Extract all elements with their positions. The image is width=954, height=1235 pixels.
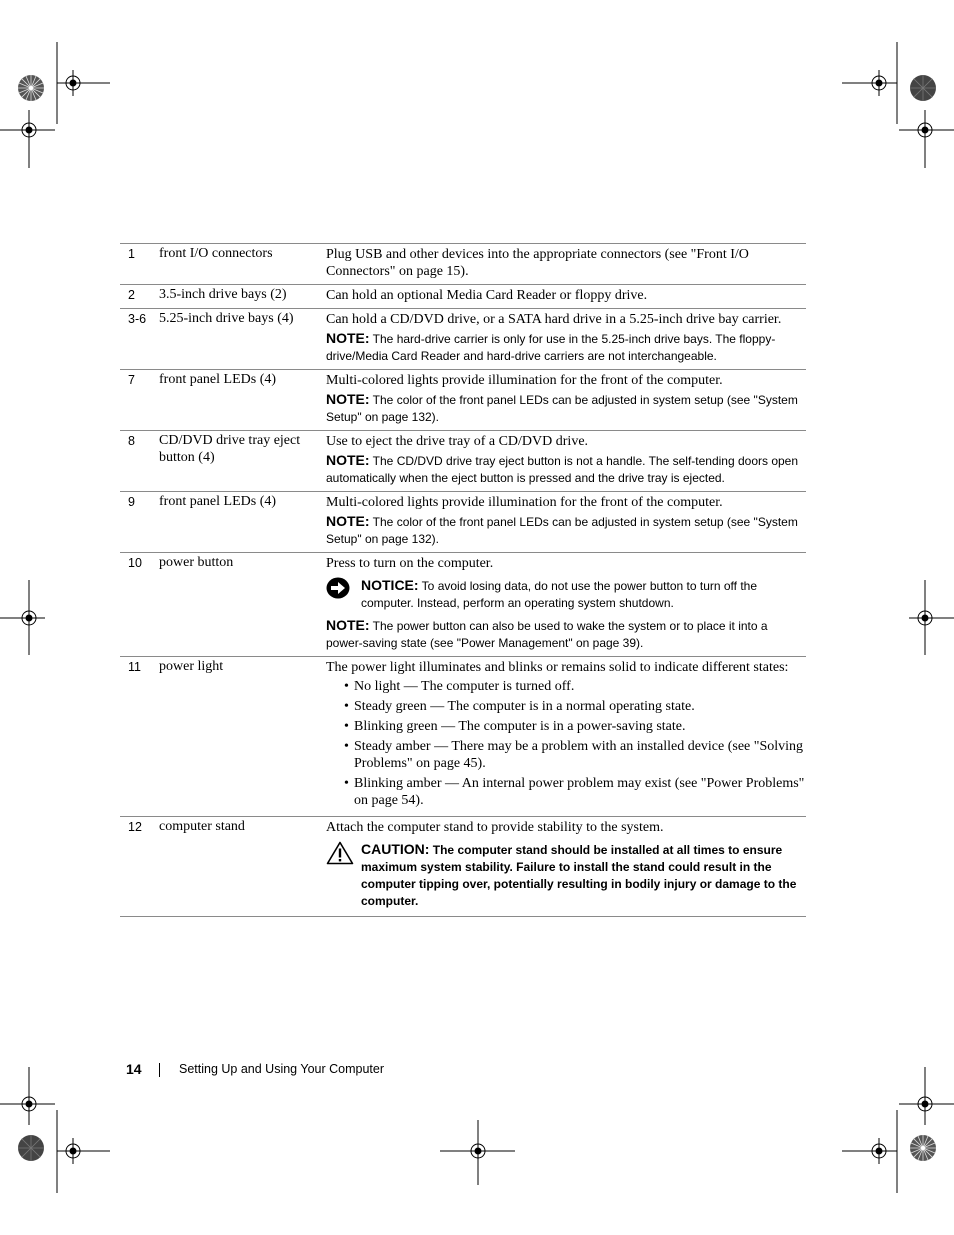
row-description <box>326 311 806 365</box>
note-text: The color of the front panel LEDs can be adjusted in system setup (see "System Setup" on page 132). <box>326 515 798 546</box>
page-number: 14 <box>126 1061 142 1077</box>
footer-divider <box>159 1063 160 1077</box>
row-number: 2 <box>128 288 135 302</box>
table-row <box>120 244 806 285</box>
note-label: NOTE: <box>326 452 370 468</box>
row-number: 1 <box>128 247 135 261</box>
caution-callout <box>326 841 806 910</box>
note-label: NOTE: <box>326 330 370 346</box>
row-number: 11 <box>128 660 141 674</box>
row-item: 3.5-inch drive bays (2) <box>159 287 287 302</box>
description-text: Can hold a CD/DVD drive, or a SATA hard drive in a 5.25-inch drive bay carrier. <box>326 312 782 327</box>
table-row <box>120 370 806 431</box>
list-item: • Steady amber — There may be a problem with an installed device (see "Solving Problems" on page 45). <box>344 738 806 772</box>
row-item: computer stand <box>159 819 245 834</box>
chapter-title: Setting Up and Using Your Computer <box>179 1062 384 1076</box>
table-row <box>120 309 806 370</box>
table-row <box>120 492 806 553</box>
description-text: Plug USB and other devices into the appropriate connectors (see "Front I/O Connectors" on page 15). <box>326 247 749 279</box>
table-row <box>120 657 806 817</box>
notice-arrow-icon <box>326 577 350 599</box>
row-item: front I/O connectors <box>159 246 273 261</box>
list-item: • Blinking amber — An internal power problem may exist (see "Power Problems" on page 54). <box>344 775 806 809</box>
description-text: Multi-colored lights provide illumination for the front of the computer. <box>326 373 723 388</box>
note <box>326 452 806 487</box>
row-description <box>326 246 806 280</box>
row-number: 9 <box>128 495 135 509</box>
row-number: 12 <box>128 820 142 834</box>
list-item: • Steady green — The computer is in a normal operating state. <box>344 698 806 715</box>
note <box>326 617 806 652</box>
row-description <box>326 494 806 548</box>
caution-triangle-icon <box>326 841 354 865</box>
row-description <box>326 287 806 304</box>
description-text: The power light illuminates and blinks or remains solid to indicate different states: <box>326 660 789 675</box>
row-item: CD/DVD drive tray eject button (4) <box>159 433 301 465</box>
row-item: power button <box>159 555 234 570</box>
notice-label: NOTICE: <box>361 577 419 593</box>
note-label: NOTE: <box>326 513 370 529</box>
description-text: Press to turn on the computer. <box>326 556 494 571</box>
state-list <box>326 678 806 809</box>
row-description <box>326 372 806 426</box>
row-number: 8 <box>128 434 135 448</box>
list-item: • Blinking green — The computer is in a power-saving state. <box>344 718 806 735</box>
component-table <box>120 243 806 917</box>
row-description <box>326 659 806 809</box>
row-description <box>326 819 806 910</box>
table-row <box>120 285 806 309</box>
description-text: Can hold an optional Media Card Reader or floppy drive. <box>326 288 648 303</box>
description-text: Use to eject the drive tray of a CD/DVD drive. <box>326 434 589 449</box>
note-label: NOTE: <box>326 617 370 633</box>
note <box>326 513 806 548</box>
row-item: power light <box>159 659 224 674</box>
note-text: The color of the front panel LEDs can be adjusted in system setup (see "System Setup" on page 132). <box>326 393 798 424</box>
row-description <box>326 555 806 652</box>
row-number: 3-6 <box>128 312 147 326</box>
row-number: 10 <box>128 556 142 570</box>
note <box>326 391 806 426</box>
note-text: The CD/DVD drive tray eject button is not a handle. The self-tending doors open automatically when the eject button is pressed and the drive tray is ejected. <box>326 454 799 485</box>
row-item: front panel LEDs (4) <box>159 372 277 387</box>
table-row <box>120 431 806 492</box>
caution-text: The computer stand should be installed at all times to ensure maximum system stability. Failure to install the stand could result in the computer tipping over, potentially resulting in bodily injury or damage to the computer. <box>361 843 797 908</box>
note-label: NOTE: <box>326 391 370 407</box>
row-description <box>326 433 806 487</box>
notice-callout <box>326 577 806 612</box>
description-text: Multi-colored lights provide illumination for the front of the computer. <box>326 495 723 510</box>
row-item: 5.25-inch drive bays (4) <box>159 311 294 326</box>
notice-text: To avoid losing data, do not use the power button to turn off the computer. Instead, perform an operating system shutdown. <box>361 579 758 610</box>
table-row <box>120 817 806 917</box>
note-text: The power button can also be used to wake the system or to place it into a power-saving state (see "Power Management" on page 39). <box>326 619 768 650</box>
note <box>326 330 806 365</box>
note-text: The hard-drive carrier is only for use in the 5.25-inch drive bays. The floppy-drive/Media Card Reader and hard-drive carriers are not interchangeable. <box>326 332 776 363</box>
caution-label: CAUTION: <box>361 841 430 857</box>
description-text: Attach the computer stand to provide stability to the system. <box>326 820 664 835</box>
list-item: • No light — The computer is turned off. <box>344 678 806 695</box>
table-row <box>120 553 806 657</box>
row-item: front panel LEDs (4) <box>159 494 277 509</box>
row-number: 7 <box>128 373 135 387</box>
